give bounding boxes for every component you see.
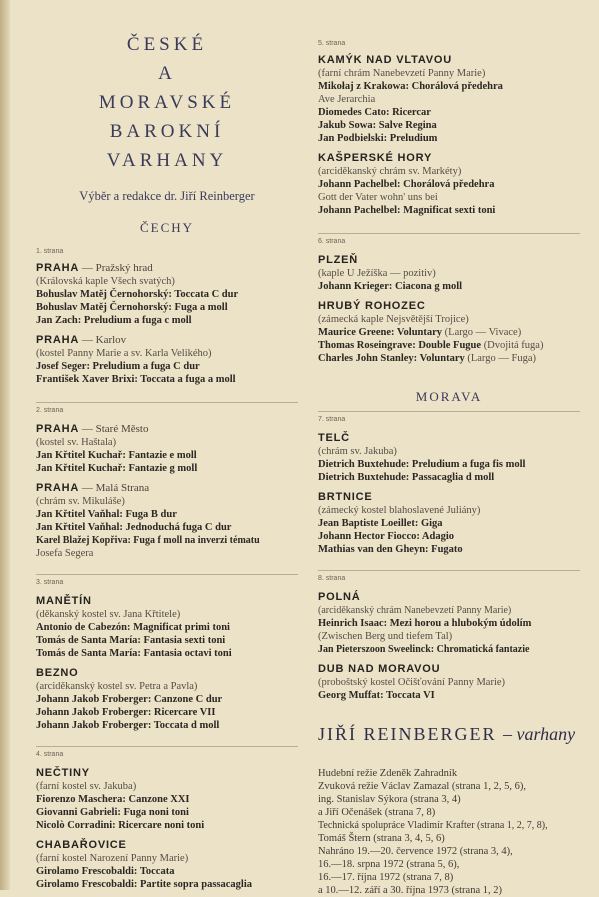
venue-district: — Staré Město bbox=[79, 423, 149, 435]
church-name: (proboštský kostel Očišťování Panny Marie) bbox=[318, 677, 506, 688]
track-title: Bohuslav Matěj Černohorský: Fuga a moll bbox=[36, 302, 228, 313]
track bbox=[36, 706, 298, 719]
church-name: (arciděkanský kostel sv. Petra a Pavla) bbox=[36, 681, 198, 692]
track-title-cont: Gott der Vater wohn' uns bei bbox=[318, 192, 438, 203]
track-title: Maurice Greene: Voluntary bbox=[318, 327, 443, 338]
venue-district: — Pražský hrad bbox=[79, 262, 153, 274]
venue-city: BEZNO bbox=[36, 667, 79, 679]
track bbox=[318, 517, 580, 530]
title-line: MORAVSKÉ bbox=[98, 92, 236, 113]
track bbox=[36, 719, 298, 732]
side-2 bbox=[36, 407, 298, 560]
divider bbox=[318, 233, 580, 234]
track-title: Karel Blažej Kopřiva: Fuga f moll na inverzi tématu bbox=[36, 535, 260, 546]
side-7 bbox=[318, 416, 580, 556]
venue-city: HRUBÝ ROHOZEC bbox=[318, 300, 426, 312]
track-continuation bbox=[318, 630, 580, 643]
track-title: Charles John Stanley: Voluntary bbox=[318, 353, 465, 364]
track-note: (Dvojitá fuga) bbox=[481, 340, 544, 351]
venue-name bbox=[318, 151, 580, 165]
church-name: (zámecká kaple Nejsvětější Trojice) bbox=[318, 314, 469, 325]
track-continuation bbox=[318, 191, 580, 204]
track bbox=[318, 339, 580, 352]
track-title: Jean Baptiste Loeillet: Giga bbox=[318, 518, 443, 529]
divider bbox=[318, 411, 580, 412]
credit-line: 16.—17. října 1972 (strana 7, 8) bbox=[318, 872, 454, 883]
track-title: Nicolò Corradini: Ricercare noni toni bbox=[36, 820, 205, 831]
venue-district: — Malá Strana bbox=[79, 482, 150, 494]
venue-city: CHABAŘOVICE bbox=[36, 839, 127, 851]
side-4 bbox=[36, 751, 298, 891]
track bbox=[318, 471, 580, 484]
track bbox=[36, 793, 298, 806]
church-name: (farní chrám Nanebevzetí Panny Marie) bbox=[318, 68, 486, 79]
track bbox=[36, 360, 298, 373]
track-note: (Largo — Vivace) bbox=[442, 327, 522, 338]
venue-name bbox=[36, 261, 298, 275]
track bbox=[318, 326, 580, 339]
credit-line: a Jiří Očenášek (strana 7, 8) bbox=[318, 807, 436, 818]
track-continuation bbox=[318, 93, 580, 106]
track-title: Johann Jakob Froberger: Canzone C dur bbox=[36, 694, 223, 705]
track-title: Mathias van den Gheyn: Fugato bbox=[318, 544, 463, 555]
track bbox=[36, 534, 298, 547]
credit-line: Zvuková režie Václav Zamazal (strana 1, 2, 5, 6), bbox=[318, 781, 526, 792]
track-title: Girolamo Frescobaldi: Partite sopra passacaglia bbox=[36, 879, 253, 890]
track-title: Johann Krieger: Ciacona g moll bbox=[318, 281, 463, 292]
side-label: 8. strana bbox=[318, 575, 346, 582]
track bbox=[318, 530, 580, 543]
track bbox=[318, 352, 580, 365]
credit-line: Tomáš Štern (strana 3, 4, 5, 6) bbox=[318, 833, 445, 844]
divider bbox=[36, 402, 298, 403]
track-note: (Largo — Fuga) bbox=[464, 353, 536, 364]
venue-name bbox=[36, 333, 298, 347]
credit-line: Technická spolupráce Vladimír Krafter (strana 1, 2, 7, 8), bbox=[318, 820, 548, 831]
track-title: Giovanni Gabrieli: Fuga noni toni bbox=[36, 807, 189, 818]
credit-line: Hudební režie Zdeněk Zahradník bbox=[318, 768, 458, 779]
track-continuation bbox=[36, 547, 298, 560]
side-label: 4. strana bbox=[36, 751, 64, 758]
title-line: ČESKÉ bbox=[126, 34, 208, 55]
church-name: (farní kostel sv. Jakuba) bbox=[36, 781, 137, 792]
track bbox=[318, 458, 580, 471]
track-title: Johann Pachelbel: Chorálová předehra bbox=[318, 179, 495, 190]
church-name: (děkanský kostel sv. Jana Křtitele) bbox=[36, 609, 181, 620]
venue-name bbox=[318, 253, 580, 267]
venue-city: NEČTINY bbox=[36, 767, 90, 779]
track-title-cont: Josefa Segera bbox=[36, 548, 94, 559]
church-name: (zámecký kostel blahoslavené Juliány) bbox=[318, 505, 481, 516]
side-label: 2. strana bbox=[36, 407, 64, 414]
track-title: Jan Podbielski: Preludium bbox=[318, 133, 438, 144]
track bbox=[318, 689, 580, 702]
track-title: Jan Křtitel Kuchař: Fantazie g moll bbox=[36, 463, 198, 474]
credit-line: Nahráno 19.—20. července 1972 (strana 3, 4), bbox=[318, 846, 513, 857]
track bbox=[36, 288, 298, 301]
track bbox=[36, 521, 298, 534]
side-8 bbox=[318, 575, 580, 702]
track bbox=[36, 314, 298, 327]
venue-name bbox=[36, 838, 298, 852]
venue-city: DUB NAD MORAVOU bbox=[318, 663, 441, 675]
divider bbox=[36, 574, 298, 575]
region-heading-cechy: ČECHY bbox=[139, 220, 195, 235]
track bbox=[36, 647, 298, 660]
venue-name bbox=[318, 299, 580, 313]
track-title: Georg Muffat: Toccata VI bbox=[318, 690, 435, 701]
track-title: Mikołaj z Krakowa: Chorálová předehra bbox=[318, 81, 503, 92]
venue-name bbox=[36, 422, 298, 436]
production-credits bbox=[318, 767, 580, 897]
track-title: Johann Jakob Froberger: Ricercare VII bbox=[36, 707, 216, 718]
track bbox=[36, 865, 298, 878]
venue-city: PRAHA bbox=[36, 423, 80, 435]
venue-name bbox=[36, 594, 298, 608]
side-label: 5. strana bbox=[318, 40, 346, 47]
track-title: Antonio de Cabezón: Magnificat primi toni bbox=[36, 622, 230, 633]
track bbox=[36, 693, 298, 706]
track-title: Thomas Roseingrave: Double Fugue bbox=[318, 340, 482, 351]
track bbox=[318, 132, 580, 145]
venue-city: PRAHA bbox=[36, 334, 80, 346]
track-title: Jan Zach: Preludium a fuga c moll bbox=[36, 315, 192, 326]
track bbox=[36, 806, 298, 819]
divider bbox=[36, 746, 298, 747]
track-title: Jan Křtitel Vaňhal: Jednoduchá fuga C dur bbox=[36, 522, 232, 533]
right-column bbox=[318, 30, 580, 897]
church-name: (chrám sv. Mikuláše) bbox=[36, 496, 125, 507]
venue-city: KAŠPERSKÉ HORY bbox=[318, 152, 433, 164]
side-5 bbox=[318, 40, 580, 217]
track bbox=[36, 508, 298, 521]
track-title: Jan Křtitel Vaňhal: Fuga B dur bbox=[36, 509, 177, 520]
venue-name bbox=[318, 590, 580, 604]
divider bbox=[318, 570, 580, 571]
church-name: (Královská kaple Všech svatých) bbox=[36, 276, 175, 287]
track bbox=[318, 280, 580, 293]
track-title: Tomás de Santa María: Fantasia sexti toni bbox=[36, 635, 226, 646]
track-title-cont: Ave Jerarchia bbox=[318, 94, 376, 105]
venue-city: PLZEŇ bbox=[318, 254, 359, 266]
track-title: František Xaver Brixi: Toccata a fuga a moll bbox=[36, 374, 236, 385]
title-line: A bbox=[158, 63, 176, 84]
track-title: Jan Pieterszoon Sweelinck: Chromatická fantazie bbox=[318, 644, 530, 655]
church-name: (kostel Panny Marie a sv. Karla Velikého) bbox=[36, 348, 212, 359]
side-label: 6. strana bbox=[318, 238, 346, 245]
venue-city: MANĚTÍN bbox=[36, 595, 92, 607]
side-3 bbox=[36, 579, 298, 732]
region-heading-morava: MORAVA bbox=[415, 389, 483, 404]
venue-city: POLNÁ bbox=[318, 591, 361, 603]
track-title: Diomedes Cato: Ricercar bbox=[318, 107, 431, 118]
venue-name bbox=[318, 431, 580, 445]
track bbox=[36, 878, 298, 891]
selection-credit: Výběr a redakce dr. Jiří Reinberger bbox=[79, 189, 255, 203]
venue-city: KAMÝK NAD VLTAVOU bbox=[318, 54, 452, 66]
track-title: Johann Jakob Froberger: Toccata d moll bbox=[36, 720, 220, 731]
track bbox=[36, 819, 298, 832]
track-title-cont: (Zwischen Berg und tiefem Tal) bbox=[318, 631, 453, 642]
track bbox=[36, 301, 298, 314]
track bbox=[318, 543, 580, 556]
performer-role: – varhany bbox=[503, 724, 576, 744]
credit-line: ing. Stanislav Sýkora (strana 3, 4) bbox=[318, 794, 461, 805]
performer-credit bbox=[318, 724, 580, 745]
left-column bbox=[36, 30, 298, 891]
track-title: Bohuslav Matěj Černohorský: Toccata C dur bbox=[36, 289, 239, 300]
track-title: Johann Pachelbel: Magnificat sexti toni bbox=[318, 205, 496, 216]
venue-district: — Karlov bbox=[79, 334, 127, 346]
performer-name: JIŘÍ REINBERGER bbox=[318, 724, 497, 744]
venue-name bbox=[318, 53, 580, 67]
church-name: (farní kostel Narození Panny Marie) bbox=[36, 853, 189, 864]
venue-name bbox=[318, 490, 580, 504]
venue-name bbox=[36, 481, 298, 495]
track bbox=[36, 449, 298, 462]
track-title: Tomás de Santa María: Fantasia octavi toni bbox=[36, 648, 232, 659]
track-title: Jakub Sowa: Salve Regina bbox=[318, 120, 437, 131]
venue-city: PRAHA bbox=[36, 482, 80, 494]
side-6 bbox=[318, 238, 580, 365]
church-name: (arciděkanský chrám sv. Markéty) bbox=[318, 166, 462, 177]
venue-city: PRAHA bbox=[36, 262, 80, 274]
title-line: VARHANY bbox=[106, 150, 228, 171]
track bbox=[318, 204, 580, 217]
track bbox=[36, 373, 298, 386]
church-name: (chrám sv. Jakuba) bbox=[318, 446, 397, 457]
track-title: Jan Křtitel Kuchař: Fantazie e moll bbox=[36, 450, 197, 461]
track bbox=[318, 643, 580, 656]
track bbox=[318, 617, 580, 630]
track bbox=[36, 621, 298, 634]
track bbox=[36, 634, 298, 647]
side-label: 1. strana bbox=[36, 248, 64, 255]
title-line: BAROKNÍ bbox=[109, 121, 225, 142]
church-name: (arciděkanský chrám Nanebevzetí Panny Marie) bbox=[318, 605, 512, 616]
track bbox=[318, 106, 580, 119]
venue-city: BRTNICE bbox=[318, 491, 373, 503]
credit-line: 16.—18. srpna 1972 (strana 5, 6), bbox=[318, 859, 460, 870]
church-name: (kostel sv. Haštala) bbox=[36, 437, 117, 448]
track-title: Dietrich Buxtehude: Preludium a fuga fis moll bbox=[318, 459, 526, 470]
venue-name bbox=[36, 666, 298, 680]
side-1 bbox=[36, 248, 298, 386]
side-label: 7. strana bbox=[318, 416, 346, 423]
track-title: Fiorenzo Maschera: Canzone XXI bbox=[36, 794, 190, 805]
track bbox=[318, 178, 580, 191]
track bbox=[36, 462, 298, 475]
track-title: Dietrich Buxtehude: Passacaglia d moll bbox=[318, 472, 495, 483]
track bbox=[318, 80, 580, 93]
venue-name bbox=[318, 662, 580, 676]
album-title bbox=[36, 30, 298, 175]
venue-name bbox=[36, 766, 298, 780]
credit-line: a 10.—12. září a 30. října 1973 (strana 1, 2) bbox=[318, 885, 502, 896]
track-title: Josef Seger: Preludium a fuga C dur bbox=[36, 361, 200, 372]
side-label: 3. strana bbox=[36, 579, 64, 586]
track-title: Heinrich Isaac: Mezi horou a hlubokým údolím bbox=[318, 618, 532, 629]
church-name: (kaple U Ježíška — pozitiv) bbox=[318, 268, 436, 279]
venue-city: TELČ bbox=[318, 432, 350, 444]
track-title: Johann Hector Fiocco: Adagio bbox=[318, 531, 455, 542]
track bbox=[318, 119, 580, 132]
track-title: Girolamo Frescobaldi: Toccata bbox=[36, 866, 175, 877]
page-edge bbox=[0, 0, 10, 890]
